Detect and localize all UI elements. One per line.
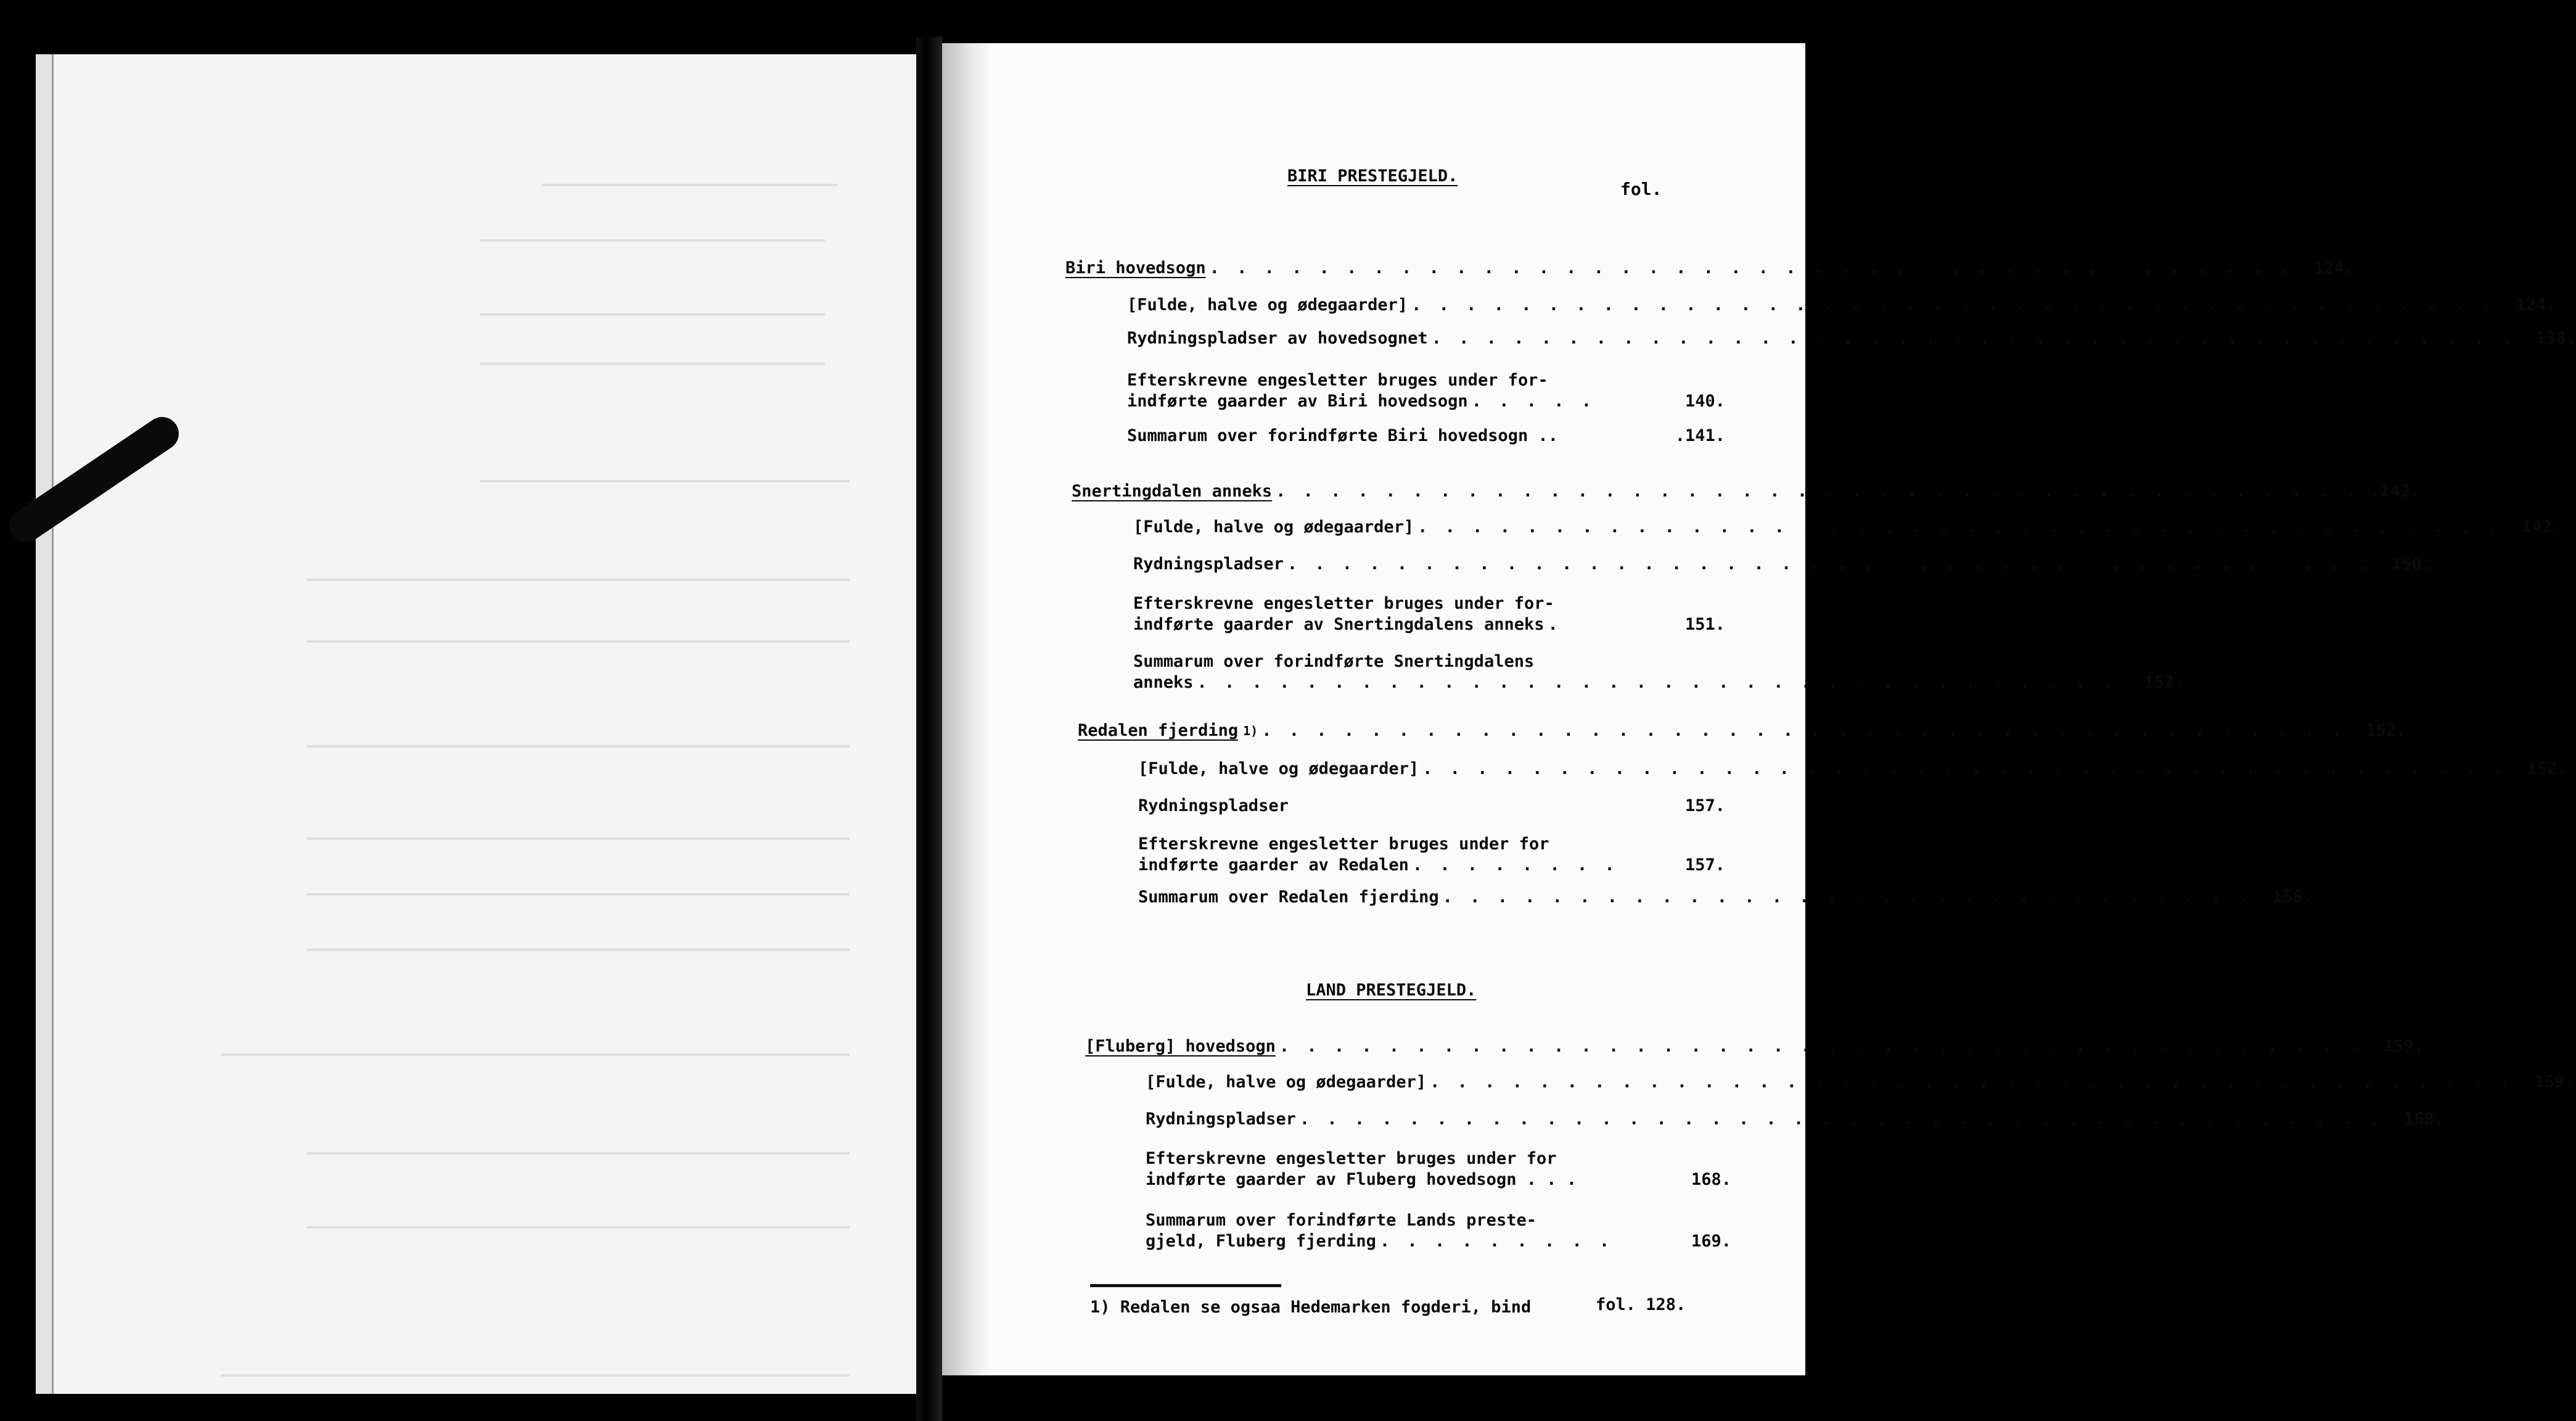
folio-number: 152. [2366, 721, 2406, 740]
toc-section-fluberg[interactable] [1085, 1036, 2424, 1057]
leader-dots: . . . . . . . . . . . . . . . . . . . . . . . . . . . . . . . . . . . . . . . . [1276, 482, 2360, 501]
folio-number: 158. [2272, 888, 2313, 907]
toc-entry-label: [Fulde, halve og ødegaarder] [1146, 1073, 1427, 1092]
bleed-through-line [307, 893, 850, 896]
folio-number: 152. [2527, 759, 2567, 778]
toc-entry[interactable] [1138, 887, 2313, 908]
toc-entry-line: anneks [1133, 673, 1194, 692]
leader-dots: . . . . . . . . . . . . . . . . . . . . . . . . . . . . . . . . . . . . . . . . [1261, 721, 2346, 740]
page-shadow [942, 43, 991, 1375]
toc-entry[interactable] [1138, 834, 1725, 876]
leader-dots: . . . . . . . . . . . . . . . . . . . . . . . . . . . . . . . . . . . . . . . . [1417, 517, 2502, 537]
leader-dots: . . . . . . . . . . . . . . . . . . . . . . . . . . . . . . . . . . . . . . . . [1422, 759, 2507, 778]
toc-entry-line-row [1133, 614, 1565, 635]
toc-entry[interactable] [1146, 1210, 1731, 1252]
leader-dots: . . . . . . . . . . . . . . . . . . . . . . . . . . . . . . . . . . . . . . . . [1430, 1073, 2514, 1092]
folio-number: 168. [2404, 1110, 2445, 1129]
toc-entry-line: indførte gaarder av Fluberg hovedsogn . . . [1146, 1170, 1577, 1189]
toc-entry-label [1127, 370, 1599, 412]
bleed-through-line [480, 480, 850, 482]
leader-dots: . . . . . . . . . . . . . . . . . . . . . . . . . . . . . . . . . . . . . . . . [1209, 258, 2294, 278]
folio-column-label: fol. [1620, 179, 1662, 199]
leader-dots: . . . . . . . . . . . . . . . . . . . . . . . . . . . . . . . . . . . . . . . . [1287, 554, 2372, 574]
toc-entry-line: indførte gaarder av Biri hovedsogn [1127, 392, 1468, 411]
toc-entry[interactable] [1133, 554, 2432, 575]
toc-entry-label [1146, 1148, 1577, 1190]
toc-entry-line-row [1138, 855, 1622, 876]
leader-dots: . [1548, 615, 1562, 634]
book-gutter [916, 37, 942, 1421]
toc-entry[interactable] [1127, 370, 1725, 412]
footnote-marker[interactable]: 1) [1243, 723, 1258, 738]
toc-entry-line-row [1133, 672, 2120, 693]
toc-entry-label: Rydningspladser av hovedsognet [1127, 329, 1428, 348]
toc-entry-line: Efterskrevne engesletter bruges under for- [1127, 371, 1548, 390]
toc-entry-line: Efterskrevne engesletter bruges under for [1146, 1149, 1557, 1168]
toc-entry[interactable] [1138, 759, 2567, 780]
folio-number: 159. [2384, 1037, 2424, 1056]
leader-dots: . . . . . . . . . . . . . . . . . . . . . . . . . . . . . . . . . . . . . . . . [1411, 295, 2496, 315]
toc-section-label: [Fluberg] hovedsogn [1085, 1037, 1276, 1056]
folio-number: 124. [2516, 295, 2556, 315]
folio-number: 150. [2392, 554, 2432, 574]
folio-number: 169. [1691, 1232, 1731, 1251]
left-page-edge [36, 54, 54, 1394]
folio-number: 142. [2522, 517, 2562, 537]
folio-number: 152. [2144, 673, 2184, 692]
toc-entry-label: [Fulde, halve og ødegaarder] [1138, 759, 1419, 778]
bleed-through-line [221, 1374, 850, 1377]
toc-entry[interactable] [1146, 1148, 1731, 1190]
toc-entry-line: gjeld, Fluberg fjerding [1146, 1232, 1376, 1251]
folio-number: 140. [1684, 392, 1725, 411]
footnote-rule [1090, 1284, 1281, 1287]
bleed-through-line [480, 239, 825, 242]
right-page [942, 43, 2576, 1375]
toc-section-snertingdalen[interactable] [1072, 481, 2421, 502]
bleed-through-line [307, 949, 850, 951]
toc-entry-line-row [1127, 391, 1599, 412]
bleed-through-line [307, 1152, 850, 1155]
bleed-through-line [307, 640, 850, 643]
leader-dots: . . . . . . . . . . . . . . . . . . . . . . . . . . . . . . . . . . . . . . . . [1279, 1037, 2364, 1056]
toc-entry[interactable] [1133, 517, 2562, 538]
toc-entry-line: Efterskrevne engesletter bruges under for [1138, 834, 1549, 854]
toc-entry-line: Efterskrevne engesletter bruges under for- [1133, 594, 1554, 613]
leader-dots: . . . . . [1471, 392, 1595, 411]
toc-entry-label: [Fulde, halve og ødegaarder] [1133, 517, 1414, 537]
toc-entry-line: indførte gaarder av Snertingdalens anneks [1133, 615, 1544, 634]
toc-entry-line: Summarum over forindførte Lands preste- [1146, 1211, 1536, 1230]
toc-section-biri[interactable] [1065, 258, 2354, 279]
bleed-through-line [307, 745, 850, 748]
folio-number: 168. [1691, 1170, 1731, 1189]
toc-entry[interactable] [1146, 1072, 2575, 1093]
folio-number: .141. [1675, 426, 1725, 445]
folio-number: 157. [1684, 855, 1725, 875]
toc-entry-label [1138, 834, 1622, 876]
folio-number: 124. [2313, 258, 2354, 278]
leader-dots: . . . . . . . . . . . . . . . . . . . . . . . . . . . . . . . . . . . . . . . . [1431, 329, 2516, 348]
folio-number: .142. [2370, 482, 2421, 501]
leader-dots: . . . . . . . . [1412, 855, 1618, 875]
toc-entry-label: Rydningspladser [1138, 796, 1289, 815]
folio-number: 138. [2535, 329, 2576, 348]
footnote-folio-ref: fol. 128. [1596, 1295, 1686, 1314]
toc-entry-label [1133, 593, 1565, 635]
toc-section-label: Redalen fjerding [1078, 721, 1239, 740]
left-page [36, 54, 922, 1394]
toc-entry-label: Summarum over forindførte Biri hovedsogn .. [1127, 426, 1558, 445]
toc-entry[interactable] [1133, 593, 1725, 635]
toc-entry[interactable] [1127, 426, 1725, 447]
folio-number: 157. [1684, 796, 1725, 815]
footnote-text: 1) Redalen se ogsaa Hedemarken fogderi, bind [1090, 1298, 1532, 1317]
toc-entry-label: [Fulde, halve og ødegaarder] [1127, 295, 1408, 315]
leader-dots: . . . . . . . . . [1379, 1232, 1614, 1251]
toc-entry[interactable] [1146, 1109, 2445, 1130]
toc-entry[interactable] [1127, 295, 2556, 316]
bleed-through-line [480, 313, 825, 316]
folio-number: 159. [2534, 1073, 2575, 1092]
toc-entry-line-row [1146, 1231, 1617, 1252]
toc-entry-label [1146, 1210, 1617, 1252]
toc-entry[interactable] [1138, 796, 1725, 817]
toc-section-label: Biri hovedsogn [1065, 258, 1206, 278]
land-heading: LAND PRESTEGJELD. [1306, 981, 1477, 1000]
bleed-through-line [307, 1226, 850, 1229]
toc-entry-label: Summarum over Redalen fjerding [1138, 888, 1439, 907]
bleed-through-line [307, 838, 850, 840]
folio-number: 151. [1684, 615, 1725, 634]
toc-entry-line: Summarum over forindførte Snertingdalens [1133, 652, 1535, 671]
leader-dots: . . . . . . . . . . . . . . . . . . . . . . . . . . . . . . . . . . . . . . . . [1299, 1110, 2384, 1129]
toc-entry-label: Rydningspladser [1133, 554, 1284, 574]
toc-entry[interactable] [1133, 651, 2184, 693]
leader-dots: . . . . . . . . . . . . . . . . . . . . . . . . . . . . . . . . . . [1197, 673, 2117, 692]
bleed-through-line [307, 579, 850, 581]
toc-entry[interactable] [1127, 328, 2576, 349]
toc-entry-label [1133, 651, 2120, 693]
toc-section-redalen[interactable] [1078, 720, 2406, 741]
toc-entry-line: indførte gaarder av Redalen [1138, 855, 1409, 875]
bleed-through-line [480, 363, 825, 365]
biri-heading: BIRI PRESTEGJELD. [1287, 167, 1458, 186]
toc-section-label: Snertingdalen anneks [1072, 482, 1273, 501]
bleed-through-line [541, 184, 837, 186]
leader-dots: . . . . . . . . . . . . . . . . . . . . . . . . . . . . . . [1442, 888, 2252, 907]
toc-entry-label: Rydningspladser [1146, 1110, 1296, 1129]
bleed-through-line [221, 1053, 850, 1056]
